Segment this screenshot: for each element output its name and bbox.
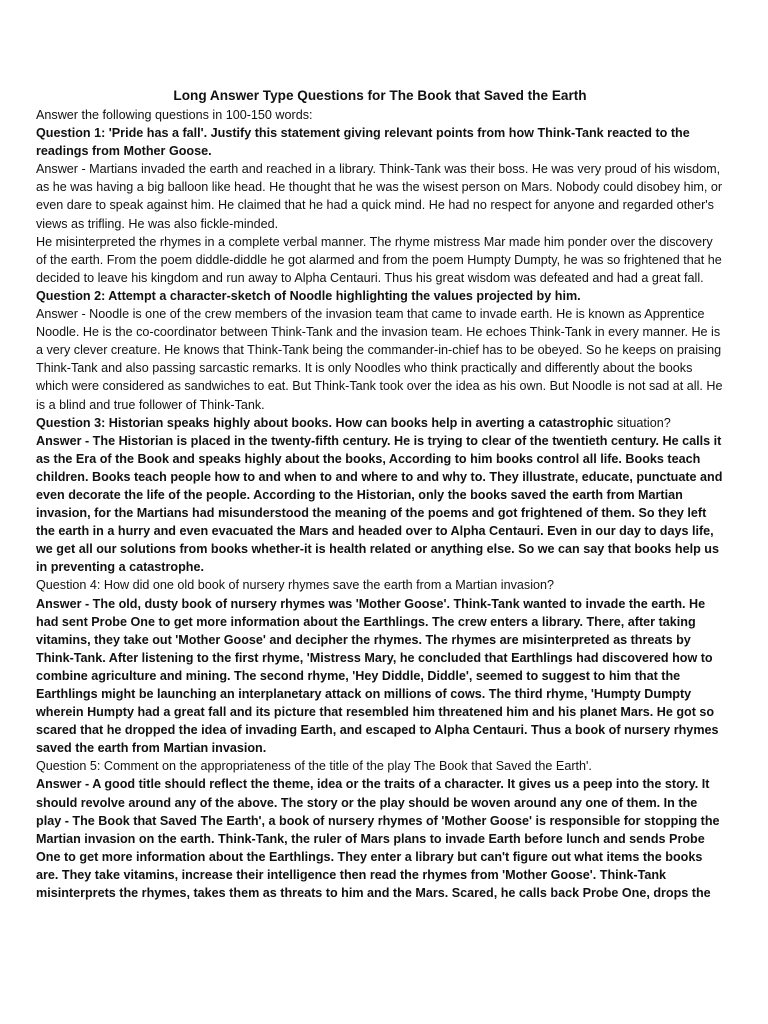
question-4: Question 4: How did one old book of nursery rhymes save the earth from a Martian invasion? xyxy=(36,578,555,593)
instruction-text: Answer the following questions in 100-150 words: xyxy=(36,108,313,122)
document-title: Long Answer Type Questions for The Book that Saved the Earth xyxy=(173,88,587,103)
answer-1-paragraph-2: He misinterpreted the rhymes in a complete verbal manner. The rhyme mistress Mar made him ponder over the discovery of the earth. From the poem diddle-diddle he got alarmed and from the poem Humpty Dumpty, he was so frightened that he decided to leave his kingdom and run away to Alpha Centauri. Thus his great wisdom was defeated and had a great fall. xyxy=(36,234,722,285)
answer-3: Answer - The Historian is placed in the twenty-fifth century. He is trying to clear of the twentieth century. He calls it as the Era of the Book and speaks highly about the books, According to him books control all life. Books teach children. Books teach people how to and when to and where to and why to. They illustrate, educate, punctuate and even decorate the life of the people. According to the Historian, only the books saved the earth from Martian invasion, for the Martians had misunderstood the meaning of the poems and got frightened of them. So they left the earth in a hurry and even evacuated the Mars and headed over to Alpha Centauri. Even in our day to days life, we get all our solutions from books whether-it is health related or anything else. So we can say that books help us in preventing a catastrophe. xyxy=(36,433,723,575)
question-1: Question 1: 'Pride has a fall'. Justify this statement giving relevant points from how Think-Tank reacted to the readings from Mother Goose. xyxy=(36,126,690,159)
answer-5: Answer - A good title should reflect the theme, idea or the traits of a character. It gives us a peep into the story. It should revolve around any of the above. The story or the play should be woven around any one of them. In the play - The Book that Saved The Earth', a book of nursery rhymes of 'Mother Goose' is responsible for stopping the Martian invasion on the earth. Think-Tank, the ruler of Mars plans to invade Earth before lunch and sends Probe One to get more information about the Earthlings. They enter a library but can't figure out what items the books are. They take vitamins, increase their intelligence then read the rhymes from 'Mother Goose'. Think-Tank misinterprets the rhymes, takes them as threats to him and the Mars. Scared, he calls back Probe One, drops the xyxy=(36,777,720,901)
answer-1-paragraph-1: Answer - Martians invaded the earth and reached in a library. Think-Tank was their boss. He was very proud of his wisdom, as he was having a big balloon like head. He thought that he was the wisest person on Mars. Nobody could disobey him, or even dare to speak against him. He claimed that he had a quick mind. He had no respect for anyone and regarded other's views as trifling. He was also fickle-minded. xyxy=(36,162,723,231)
answer-4: Answer - The old, dusty book of nursery rhymes was 'Mother Goose'. Think-Tank wanted to invade the earth. He had sent Probe One to get more information about the Earthlings. The crew enters a library. There, after taking vitamins, they take out 'Mother Goose' and decipher the rhymes. The rhymes are misinterpreted as threats by Think-Tank. After listening to the first rhyme, 'Mistress Mary, he concluded that Earthlings had discovered how to combine agriculture and mining. The second rhyme, 'Hey Diddle, Diddle', seemed to suggest to him that the Earthlings might be launching an interplanetary attack on millions of cows. The third rhyme, 'Humpty Dumpty wherein Humpty had a great fall and its picture that resembled him threatened him and his planet Mars. He got so scared that he dropped the idea of invading Earth, and escaped to Alpha Centauri. Thus a book of nursery rhymes saved the earth from Martian invasion. xyxy=(36,596,719,756)
question-2: Question 2: Attempt a character-sketch of Noodle highlighting the values projected by him. xyxy=(36,288,581,303)
question-3-bold: Question 3: Historian speaks highly about books. How can books help in averting a catastrophic xyxy=(36,415,614,430)
question-3-rest: situation? xyxy=(613,415,671,430)
answer-2: Answer - Noodle is one of the crew members of the invasion team that came to invade earth. He is known as Apprentice Noodle. He is the co-coordinator between Think-Tank and the invasion team. He echoes Think-Tank in every manner. He is a very clever creature. He knows that Think-Tank being the commander-in-chief has to be obeyed. So he keeps on praising Think-Tank and also passing sarcastic remarks. It is only Noodles who think practically and differently about the books which were considered as sandwiches to eat. But Think-Tank took over the idea as his own. But Noodle is not sad at all. He is a blind and true follower of Think-Tank. xyxy=(36,307,723,412)
question-5: Question 5: Comment on the appropriateness of the title of the play The Book that Saved the Earth'. xyxy=(36,759,592,774)
question-3 xyxy=(36,414,724,432)
